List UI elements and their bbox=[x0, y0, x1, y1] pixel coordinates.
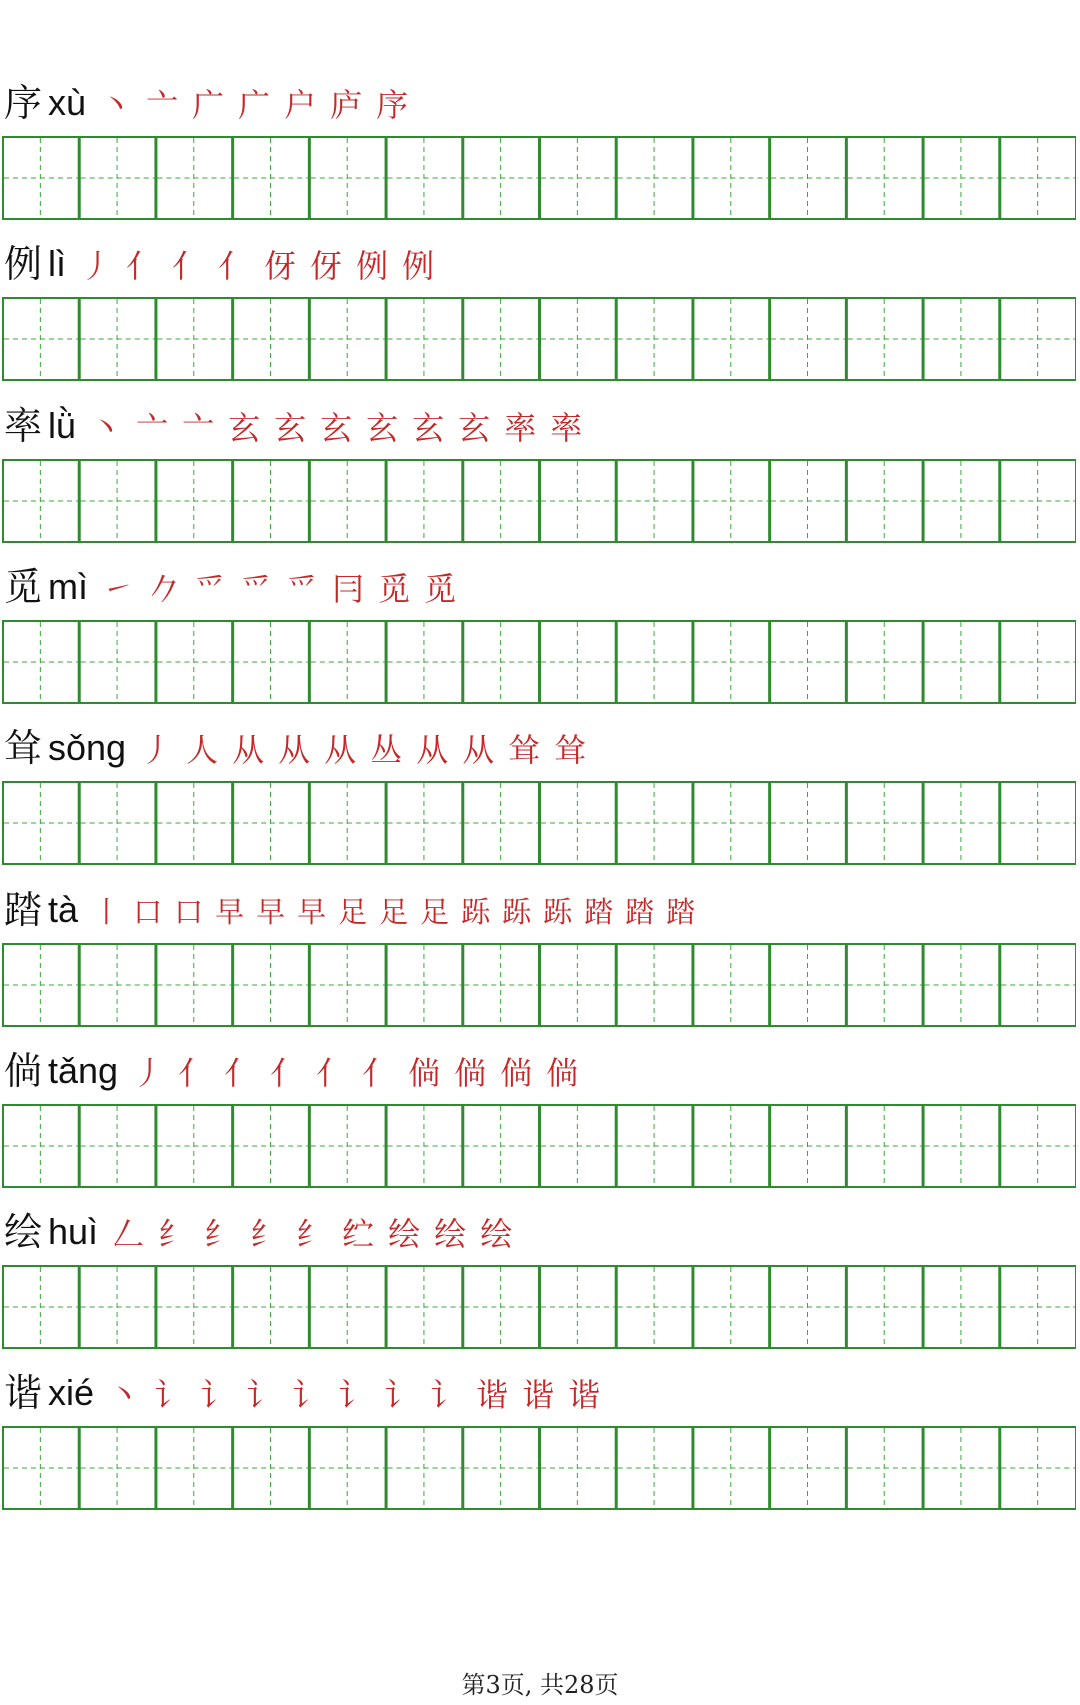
stroke-step: 玄 bbox=[366, 409, 399, 447]
practice-box[interactable] bbox=[540, 1105, 616, 1187]
character-label: 序 bbox=[4, 81, 43, 125]
stroke-step: 人 bbox=[186, 731, 219, 769]
stroke-step: 倘 bbox=[454, 1054, 487, 1092]
stroke-step: 例 bbox=[356, 247, 389, 285]
practice-box[interactable] bbox=[1000, 1266, 1076, 1348]
practice-box[interactable] bbox=[693, 137, 769, 219]
stroke-step: 从 bbox=[462, 731, 495, 769]
practice-box[interactable] bbox=[3, 1266, 79, 1348]
stroke-step: 耸 bbox=[554, 731, 587, 769]
practice-box[interactable] bbox=[924, 1427, 1000, 1509]
practice-box[interactable] bbox=[1000, 1105, 1076, 1187]
practice-box[interactable] bbox=[693, 621, 769, 703]
practice-box[interactable] bbox=[80, 298, 156, 380]
practice-box[interactable] bbox=[540, 137, 616, 219]
practice-box[interactable] bbox=[463, 1266, 539, 1348]
practice-box[interactable] bbox=[3, 621, 79, 703]
writing-grid bbox=[2, 297, 1076, 381]
stroke-step: 例 bbox=[402, 247, 435, 285]
practice-box[interactable] bbox=[387, 1105, 463, 1187]
practice-box[interactable] bbox=[156, 1105, 232, 1187]
practice-box[interactable] bbox=[617, 1427, 693, 1509]
practice-box[interactable] bbox=[310, 621, 386, 703]
practice-box[interactable] bbox=[540, 460, 616, 542]
stroke-step: 玄 bbox=[274, 409, 307, 447]
stroke-step: 丿 bbox=[140, 731, 173, 769]
stroke-order-sequence bbox=[140, 726, 600, 770]
stroke-step: 早 bbox=[297, 895, 327, 929]
stroke-step: 足 bbox=[379, 895, 409, 929]
stroke-step: 绘 bbox=[388, 1215, 421, 1253]
stroke-step: 讠 bbox=[246, 1376, 279, 1414]
practice-box[interactable] bbox=[387, 621, 463, 703]
practice-box[interactable] bbox=[924, 137, 1000, 219]
entry-heading bbox=[4, 1365, 614, 1415]
character-entry bbox=[0, 1365, 1080, 1540]
practice-box[interactable] bbox=[770, 1105, 846, 1187]
stroke-step: 纟 bbox=[204, 1215, 237, 1253]
stroke-step: 谐 bbox=[476, 1376, 509, 1414]
practice-box[interactable] bbox=[80, 137, 156, 219]
practice-box[interactable] bbox=[463, 944, 539, 1026]
practice-box[interactable] bbox=[693, 298, 769, 380]
practice-box[interactable] bbox=[463, 621, 539, 703]
character-entry bbox=[0, 559, 1080, 734]
stroke-step: 亻 bbox=[218, 247, 251, 285]
writing-grid bbox=[2, 1265, 1076, 1349]
entry-heading bbox=[4, 1043, 592, 1093]
stroke-step: 早 bbox=[256, 895, 286, 929]
stroke-step: 玄 bbox=[320, 409, 353, 447]
character-label: 倘 bbox=[4, 1049, 43, 1093]
practice-box[interactable] bbox=[617, 137, 693, 219]
character-label: 耸 bbox=[4, 726, 43, 770]
character-entry bbox=[0, 1204, 1080, 1379]
practice-box[interactable] bbox=[1000, 460, 1076, 542]
practice-box[interactable] bbox=[617, 782, 693, 864]
stroke-step: 冃 bbox=[332, 570, 365, 608]
practice-box[interactable] bbox=[233, 1266, 309, 1348]
stroke-step: 丶 bbox=[108, 1376, 141, 1414]
practice-box[interactable] bbox=[847, 460, 923, 542]
practice-box[interactable] bbox=[310, 137, 386, 219]
practice-box[interactable] bbox=[847, 137, 923, 219]
stroke-step: 觅 bbox=[424, 570, 457, 608]
practice-box[interactable] bbox=[693, 1266, 769, 1348]
practice-box[interactable] bbox=[80, 944, 156, 1026]
stroke-order-sequence bbox=[132, 1049, 592, 1093]
character-label: 绘 bbox=[4, 1210, 43, 1254]
stroke-step: 谐 bbox=[568, 1376, 601, 1414]
stroke-step: 广 bbox=[192, 86, 225, 124]
stroke-step: 口 bbox=[133, 895, 163, 929]
practice-box[interactable] bbox=[310, 460, 386, 542]
practice-box[interactable] bbox=[924, 944, 1000, 1026]
practice-box[interactable] bbox=[310, 944, 386, 1026]
stroke-step: 亻 bbox=[270, 1054, 303, 1092]
practice-box[interactable] bbox=[80, 460, 156, 542]
pinyin-label: lǜ bbox=[48, 405, 77, 446]
practice-box[interactable] bbox=[770, 1427, 846, 1509]
stroke-order-sequence bbox=[90, 404, 596, 448]
stroke-step: 庐 bbox=[330, 86, 363, 124]
stroke-step: 早 bbox=[215, 895, 245, 929]
stroke-step: 亠 bbox=[146, 86, 179, 124]
entry-heading bbox=[4, 1204, 526, 1254]
stroke-step: ㇀ bbox=[102, 570, 135, 608]
practice-box[interactable] bbox=[617, 460, 693, 542]
character-label: 踏 bbox=[4, 888, 43, 932]
stroke-step: 亻 bbox=[178, 1054, 211, 1092]
stroke-step: 从 bbox=[232, 731, 265, 769]
stroke-step: 丨 bbox=[92, 895, 122, 929]
stroke-step: 亻 bbox=[316, 1054, 349, 1092]
practice-box[interactable] bbox=[1000, 1427, 1076, 1509]
practice-box[interactable] bbox=[156, 944, 232, 1026]
practice-box[interactable] bbox=[540, 1427, 616, 1509]
practice-box[interactable] bbox=[924, 1266, 1000, 1348]
stroke-step: 倘 bbox=[500, 1054, 533, 1092]
practice-box[interactable] bbox=[1000, 944, 1076, 1026]
stroke-step: 绘 bbox=[434, 1215, 467, 1253]
practice-box[interactable] bbox=[770, 137, 846, 219]
writing-grid bbox=[2, 943, 1076, 1027]
practice-box[interactable] bbox=[80, 1105, 156, 1187]
stroke-order-sequence bbox=[100, 81, 422, 125]
stroke-step: 纻 bbox=[342, 1215, 375, 1253]
practice-box[interactable] bbox=[156, 782, 232, 864]
practice-box[interactable] bbox=[3, 1105, 79, 1187]
character-entry bbox=[0, 720, 1080, 895]
character-entry bbox=[0, 882, 1080, 1057]
stroke-step: 踏 bbox=[584, 895, 614, 929]
stroke-step: 率 bbox=[504, 409, 537, 447]
stroke-step: 伢 bbox=[310, 247, 343, 285]
practice-box[interactable] bbox=[540, 1266, 616, 1348]
practice-box[interactable] bbox=[617, 298, 693, 380]
stroke-step: 从 bbox=[278, 731, 311, 769]
stroke-step: 谐 bbox=[522, 1376, 555, 1414]
stroke-step: 爫 bbox=[240, 570, 273, 608]
practice-box[interactable] bbox=[1000, 782, 1076, 864]
stroke-step: 丶 bbox=[100, 86, 133, 124]
pinyin-label: mì bbox=[48, 566, 89, 607]
stroke-step: 从 bbox=[324, 731, 357, 769]
practice-box[interactable] bbox=[1000, 137, 1076, 219]
writing-grid bbox=[2, 781, 1076, 865]
practice-box[interactable] bbox=[770, 298, 846, 380]
stroke-step: 讠 bbox=[430, 1376, 463, 1414]
pinyin-label: tǎng bbox=[48, 1050, 119, 1091]
stroke-order-sequence bbox=[92, 888, 707, 932]
stroke-step: 讠 bbox=[292, 1376, 325, 1414]
stroke-step: 足 bbox=[338, 895, 368, 929]
practice-box[interactable] bbox=[3, 137, 79, 219]
practice-box[interactable] bbox=[387, 460, 463, 542]
practice-box[interactable] bbox=[233, 1427, 309, 1509]
practice-box[interactable] bbox=[847, 1427, 923, 1509]
pinyin-label: xié bbox=[48, 1372, 95, 1413]
practice-box[interactable] bbox=[156, 1266, 232, 1348]
writing-grid bbox=[2, 459, 1076, 543]
character-label: 率 bbox=[4, 404, 43, 448]
practice-box[interactable] bbox=[310, 782, 386, 864]
stroke-step: 玄 bbox=[412, 409, 445, 447]
stroke-step: 讠 bbox=[338, 1376, 371, 1414]
practice-box[interactable] bbox=[233, 944, 309, 1026]
stroke-step: 丿 bbox=[80, 247, 113, 285]
character-entry bbox=[0, 75, 1080, 250]
stroke-order-sequence bbox=[112, 1210, 526, 1254]
stroke-step: 户 bbox=[284, 86, 317, 124]
entry-heading bbox=[4, 559, 470, 609]
stroke-step: 跞 bbox=[502, 895, 532, 929]
entry-heading bbox=[4, 720, 600, 770]
practice-box[interactable] bbox=[463, 1105, 539, 1187]
writing-grid bbox=[2, 136, 1076, 220]
character-entry bbox=[0, 398, 1080, 573]
stroke-step: 亻 bbox=[362, 1054, 395, 1092]
writing-grid bbox=[2, 1104, 1076, 1188]
stroke-step: 倘 bbox=[408, 1054, 441, 1092]
writing-grid bbox=[2, 1426, 1076, 1510]
practice-box[interactable] bbox=[387, 137, 463, 219]
practice-box[interactable] bbox=[540, 298, 616, 380]
practice-box[interactable] bbox=[310, 298, 386, 380]
practice-box[interactable] bbox=[156, 298, 232, 380]
stroke-step: 讠 bbox=[200, 1376, 233, 1414]
character-label: 例 bbox=[4, 242, 43, 286]
character-label: 谐 bbox=[4, 1371, 43, 1415]
stroke-step: 倘 bbox=[546, 1054, 579, 1092]
practice-box[interactable] bbox=[156, 621, 232, 703]
stroke-step: 丛 bbox=[370, 731, 403, 769]
stroke-step: 爫 bbox=[286, 570, 319, 608]
stroke-step: 𠂊 bbox=[148, 570, 181, 608]
entry-heading bbox=[4, 75, 422, 125]
practice-box[interactable] bbox=[770, 621, 846, 703]
practice-box[interactable] bbox=[3, 1427, 79, 1509]
practice-box[interactable] bbox=[540, 944, 616, 1026]
practice-box[interactable] bbox=[3, 460, 79, 542]
practice-box[interactable] bbox=[540, 621, 616, 703]
practice-box[interactable] bbox=[233, 298, 309, 380]
practice-box[interactable] bbox=[847, 782, 923, 864]
stroke-step: 亠 bbox=[136, 409, 169, 447]
practice-box[interactable] bbox=[233, 1105, 309, 1187]
stroke-step: 率 bbox=[550, 409, 583, 447]
practice-box[interactable] bbox=[463, 460, 539, 542]
stroke-step: 序 bbox=[376, 86, 409, 124]
stroke-step: 口 bbox=[174, 895, 204, 929]
character-entry bbox=[0, 236, 1080, 411]
stroke-step: 𠃋 bbox=[112, 1215, 145, 1253]
page-footer bbox=[0, 1665, 1080, 1700]
practice-box[interactable] bbox=[770, 782, 846, 864]
practice-box[interactable] bbox=[924, 782, 1000, 864]
stroke-step: 跞 bbox=[461, 895, 491, 929]
stroke-step: 伢 bbox=[264, 247, 297, 285]
practice-box[interactable] bbox=[156, 137, 232, 219]
stroke-step: 纟 bbox=[158, 1215, 191, 1253]
practice-box[interactable] bbox=[463, 1427, 539, 1509]
stroke-order-sequence bbox=[108, 1371, 614, 1415]
entry-heading bbox=[4, 236, 448, 286]
page-number-label: 第3页, 共28页 bbox=[461, 1671, 619, 1699]
practice-box[interactable] bbox=[310, 1266, 386, 1348]
practice-box[interactable] bbox=[463, 782, 539, 864]
character-entry bbox=[0, 1043, 1080, 1218]
practice-box[interactable] bbox=[693, 944, 769, 1026]
pinyin-label: lì bbox=[48, 243, 67, 284]
practice-box[interactable] bbox=[847, 1105, 923, 1187]
stroke-step: 丿 bbox=[132, 1054, 165, 1092]
practice-box[interactable] bbox=[156, 460, 232, 542]
practice-box[interactable] bbox=[693, 782, 769, 864]
practice-box[interactable] bbox=[80, 1427, 156, 1509]
character-label: 觅 bbox=[4, 565, 43, 609]
practice-box[interactable] bbox=[233, 137, 309, 219]
practice-box[interactable] bbox=[540, 782, 616, 864]
stroke-step: 讠 bbox=[154, 1376, 187, 1414]
practice-box[interactable] bbox=[3, 298, 79, 380]
practice-box[interactable] bbox=[847, 944, 923, 1026]
stroke-step: 觅 bbox=[378, 570, 411, 608]
stroke-step: 丶 bbox=[90, 409, 123, 447]
practice-box[interactable] bbox=[310, 1105, 386, 1187]
stroke-step: 纟 bbox=[250, 1215, 283, 1253]
practice-box[interactable] bbox=[3, 944, 79, 1026]
pinyin-label: tà bbox=[48, 889, 79, 930]
stroke-step: 绘 bbox=[480, 1215, 513, 1253]
pinyin-label: xù bbox=[48, 82, 87, 123]
practice-box[interactable] bbox=[80, 621, 156, 703]
practice-box[interactable] bbox=[1000, 298, 1076, 380]
stroke-step: 踏 bbox=[666, 895, 696, 929]
stroke-step: 从 bbox=[416, 731, 449, 769]
practice-box[interactable] bbox=[387, 298, 463, 380]
practice-box[interactable] bbox=[924, 298, 1000, 380]
stroke-step: 纟 bbox=[296, 1215, 329, 1253]
entry-heading bbox=[4, 882, 707, 932]
practice-box[interactable] bbox=[617, 1105, 693, 1187]
stroke-step: 亻 bbox=[224, 1054, 257, 1092]
stroke-step: 踏 bbox=[625, 895, 655, 929]
practice-box[interactable] bbox=[617, 621, 693, 703]
practice-box[interactable] bbox=[156, 1427, 232, 1509]
practice-box[interactable] bbox=[847, 621, 923, 703]
practice-box[interactable] bbox=[310, 1427, 386, 1509]
practice-box[interactable] bbox=[387, 1266, 463, 1348]
practice-box[interactable] bbox=[924, 621, 1000, 703]
practice-box[interactable] bbox=[847, 1266, 923, 1348]
stroke-step: 讠 bbox=[384, 1376, 417, 1414]
practice-box[interactable] bbox=[924, 1105, 1000, 1187]
stroke-order-sequence bbox=[102, 565, 470, 609]
practice-box[interactable] bbox=[233, 621, 309, 703]
practice-box[interactable] bbox=[233, 460, 309, 542]
stroke-step: 玄 bbox=[458, 409, 491, 447]
practice-box[interactable] bbox=[770, 944, 846, 1026]
stroke-step: 亠 bbox=[182, 409, 215, 447]
stroke-step: 广 bbox=[238, 86, 271, 124]
stroke-step: 爫 bbox=[194, 570, 227, 608]
practice-box[interactable] bbox=[80, 782, 156, 864]
pinyin-label: huì bbox=[48, 1211, 99, 1252]
practice-box[interactable] bbox=[770, 1266, 846, 1348]
practice-box[interactable] bbox=[233, 782, 309, 864]
practice-box[interactable] bbox=[924, 460, 1000, 542]
practice-box[interactable] bbox=[770, 460, 846, 542]
practice-box[interactable] bbox=[80, 1266, 156, 1348]
practice-box[interactable] bbox=[693, 460, 769, 542]
practice-box[interactable] bbox=[693, 1105, 769, 1187]
stroke-step: 玄 bbox=[228, 409, 261, 447]
practice-box[interactable] bbox=[617, 1266, 693, 1348]
practice-box[interactable] bbox=[387, 1427, 463, 1509]
practice-box[interactable] bbox=[387, 944, 463, 1026]
stroke-step: 跞 bbox=[543, 895, 573, 929]
stroke-step: 足 bbox=[420, 895, 450, 929]
practice-box[interactable] bbox=[387, 782, 463, 864]
practice-box[interactable] bbox=[463, 298, 539, 380]
stroke-step: 亻 bbox=[172, 247, 205, 285]
practice-box[interactable] bbox=[1000, 621, 1076, 703]
practice-box[interactable] bbox=[693, 1427, 769, 1509]
stroke-step: 亻 bbox=[126, 247, 159, 285]
practice-box[interactable] bbox=[617, 944, 693, 1026]
practice-box[interactable] bbox=[847, 298, 923, 380]
practice-box[interactable] bbox=[3, 782, 79, 864]
pinyin-label: sǒng bbox=[48, 727, 127, 768]
stroke-step: 耸 bbox=[508, 731, 541, 769]
stroke-order-sequence bbox=[80, 242, 448, 286]
writing-grid bbox=[2, 620, 1076, 704]
entry-heading bbox=[4, 398, 596, 448]
practice-box[interactable] bbox=[463, 137, 539, 219]
